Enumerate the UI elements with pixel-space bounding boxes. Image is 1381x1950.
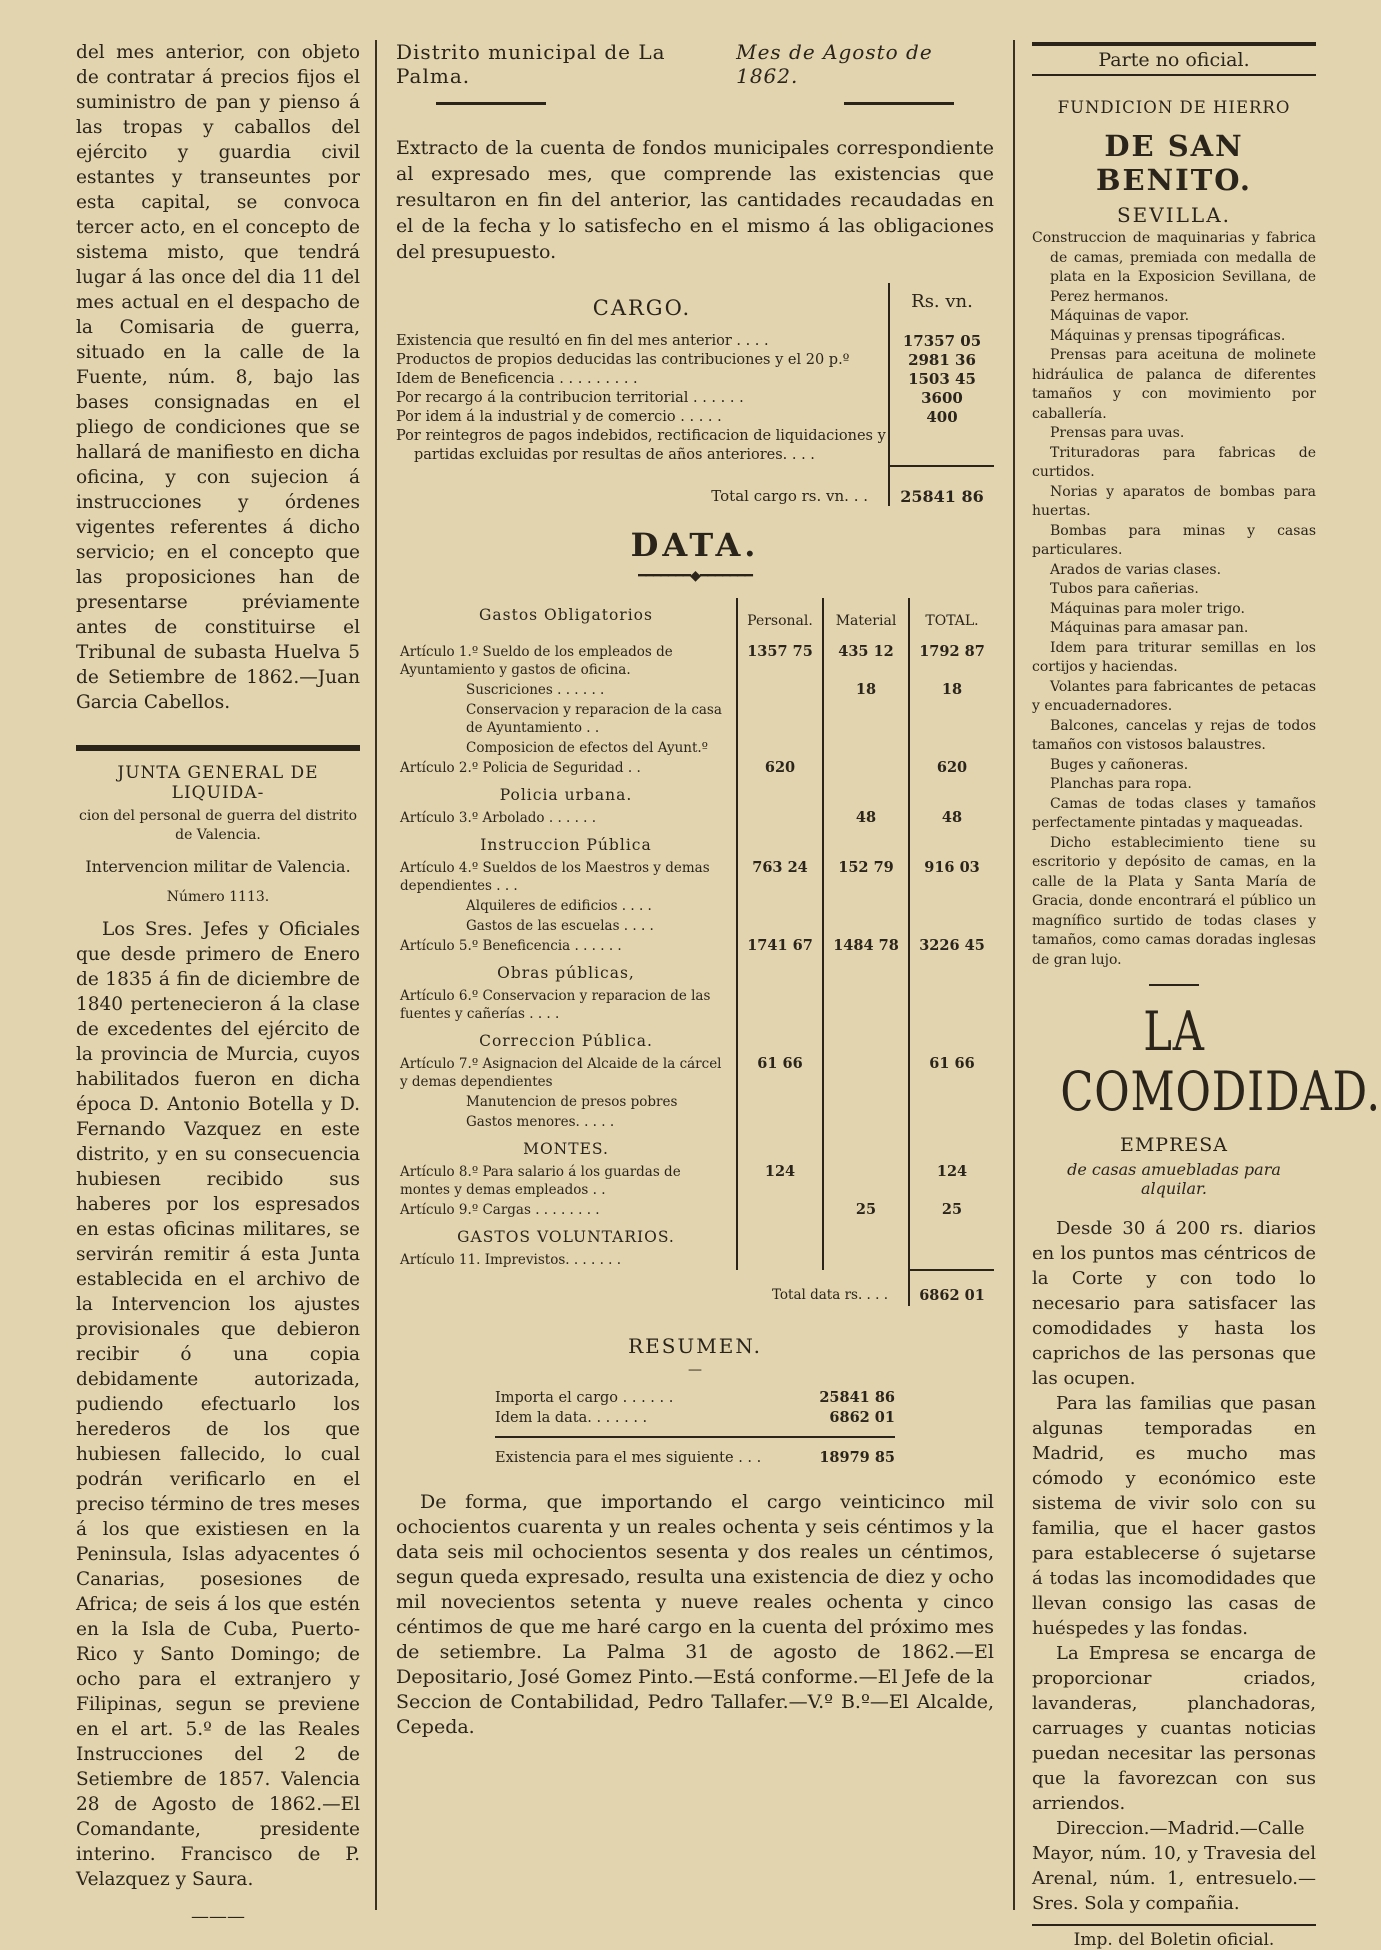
table-row: Artículo 5.º Beneficencia . . . . . . 1741 67 1484 78 3226 45 bbox=[396, 936, 994, 956]
paragraph: La Empresa se encarga de proporcionar criados, lavanderas, planchadoras, carruages y cuantas noticias puedan necesitar las personas que la favorezcan con sus arriendos. bbox=[1032, 1643, 1316, 1814]
section-row: Obras públicas, bbox=[396, 956, 994, 986]
table-row: Artículo 8.º Para salario á los guardas de montes y demas empleados . . 124 124 bbox=[396, 1162, 994, 1200]
section-row: MONTES. bbox=[396, 1132, 994, 1162]
sevilla-heading: SEVILLA. bbox=[1116, 203, 1231, 227]
section-row: Policia urbana. bbox=[396, 778, 994, 808]
table-row: Suscriciones . . . . . . 18 18 bbox=[396, 680, 994, 700]
header-ornament bbox=[436, 102, 954, 105]
paragraph: Para las familias que pasan algunas temporadas en Madrid, es mucho mas cómodo y económico este sistema de vivir solo con su familia, que el hacer gastos para establecerse ó sujetarse á todas las incomodidades que llevan consigo las casas de huéspedes y las fondas. bbox=[1032, 1393, 1316, 1639]
cargo-total-label: Total cargo rs. vn. . . bbox=[711, 487, 868, 505]
data-table bbox=[396, 598, 994, 1306]
empresa-heading: EMPRESA bbox=[1119, 1134, 1229, 1156]
list-item: Norias y aparatos de bombas para huertas. bbox=[1032, 483, 1316, 519]
month-label: Mes de Agosto de 1862. bbox=[736, 40, 933, 88]
closing-text: De forma, que importando el cargo veinticinco mil ochocientos cuarenta y un reales ochenta y seis céntimos y la data seis mil ochocientos sesenta y dos reales un céntimos, segun queda expresado, resulta una existencia de diez y ocho mil novecientos setenta y nueve reales ochenta y cinco céntimos de que me haré cargo en la cuenta del próximo mes de setiembre. La Palma 31 de agosto de 1862.—El Depositario, José Gomez Pinto.—Está conforme.—El Jefe de la Seccion de Contabilidad, Pedro Tallafer.—V.º B.º—El Alcalde, Cepeda. bbox=[396, 1491, 994, 1738]
data-title: DATA. bbox=[630, 526, 760, 564]
list-item: Máquinas de vapor. bbox=[1050, 308, 1190, 324]
comodidad-title: LA COMODIDAD. bbox=[1060, 1000, 1381, 1123]
table-row: Gastos de las escuelas . . . . bbox=[396, 916, 994, 936]
data-header-row: Gastos Obligatorios Personal. Material TOTAL. bbox=[396, 598, 994, 642]
cargo-row: Productos de propios deducidas las contribuciones y el 20 p.º 2981 36 bbox=[396, 351, 994, 370]
san-benito-heading: DE SAN BENITO. bbox=[1096, 129, 1252, 197]
resumen-title: RESUMEN. bbox=[628, 1334, 762, 1358]
data-ornament: ━━━━━━━◆━━━━━━━ bbox=[638, 568, 752, 584]
bottom-rule bbox=[1032, 1924, 1316, 1926]
section-row: GASTOS VOLUNTARIOS. bbox=[396, 1220, 994, 1250]
numero-label: Número 1113. bbox=[166, 889, 270, 905]
table-row: Gastos menores. . . . . bbox=[396, 1112, 994, 1132]
parte-no-oficial: Parte no oficial. bbox=[1032, 42, 1316, 76]
separator bbox=[1149, 984, 1199, 986]
resumen-row: Importa el cargo . . . . . . 25841 86 bbox=[495, 1389, 895, 1406]
junta-subtitle: cion del personal de guerra del distrito de Valencia. bbox=[78, 808, 358, 843]
extract-text: Extracto de la cuenta de fondos municipales correspondiente al expresado mes, que comprende las existencias que resultaron en fin del anterior, las cantidades recaudadas en el de la fecha y lo satisfecho en el mismo á las obligaciones del presupuesto. bbox=[396, 137, 994, 263]
list-item: Balcones, cancelas y rejas de todos tamaños con vistosos balaustres. bbox=[1032, 717, 1316, 753]
right-column bbox=[1032, 40, 1381, 1950]
intervencion-heading: Intervencion militar de Valencia. bbox=[85, 857, 351, 876]
table-row: Artículo 4.º Sueldos de los Maestros y demas dependientes . . . 763 24 152 79 916 03 bbox=[396, 858, 994, 896]
list-item: Máquinas para moler trigo. bbox=[1050, 600, 1245, 617]
list-item: Máquinas para amasar pan. bbox=[1050, 620, 1249, 636]
district-name: Distrito municipal de La Palma. bbox=[396, 40, 666, 88]
junta-notice-text: Los Sres. Jefes y Oficiales que desde primero de Enero de 1835 á fin de diciembre de 1840 pertenecieron á la clase de excedentes del ejército de la provincia de Murcia, cuyos habilitados fueron en dicha época D. Antonio Botella y D. Fernando Vazquez en este distrito, y en su consecuencia hubiesen recibido sus haberes por los espresados en estas oficinas militares, se servirán remitir á esta Junta establecida en el archivo de la Intervencion los ajustes provisionales que debieron recibir ó una copia debidamente autorizada, pudiendo efectuarlo los herederos de los que hubiesen fallecido, lo cual podrán verificarlo en el preciso término de tres meses á los que existiesen en la Peninsula, Islas adyacentes ó Canarias, posesiones de Africa; de seis á los que estén en la Isla de Cuba, Puerto-Rico y Santo Domingo; de ocho para el extranjero y Filipinas, segun se previene en el art. 5.º de las Reales Instrucciones del 2 de Setiembre de 1857. Valencia 28 de Agosto de 1862.—El Comandante, presidente interino. Francisco de P. Velazquez y Saura. bbox=[76, 919, 360, 1890]
list-item: Buges y cañoneras. bbox=[1050, 756, 1189, 773]
list-item: Idem para triturar semillas en los cortijos y haciendas. bbox=[1032, 639, 1316, 675]
middle-column: Distrito municipal de La Palma. Mes de Agosto de 1862. Extracto de la cuenta de fondos municipales correspondiente al expresado mes, que comprende las existencias que resultaron en fin del anterior, las cantidades recaudadas en el de la fecha y lo satisfecho en el mismo á las obligaciones del presupuesto. CARGO. Rs. vn. Existencia que resultó en fin del mes anterior . . . . 17357 05 Productos de propios deducidas las contribuciones y el 20 p.º 2981 36 Idem de Beneficencia . . . . . . . . . 1503 45 Por recargo á la contribucion territorial . . . . . . 3600 Por idem á la industrial y de comercio . . . . . 400 Por reintegros de pagos indebidos, rectificacion de liquidaciones y partidas excluidas por resultas de años anteriores. . . . Total cargo rs. vn. . . 25841 86 DATA. ━━━━━━━◆━━━━━━━ Gastos Obligatorios Personal. Material TOTAL. Artículo 1.º Sueldo de los empleados de Ayuntamiento y gastos de oficina. 1357 75 435 12 1792 87 Suscriciones . . . . . . 18 18 Conservacion y reparacion de la casa de Ayuntamiento . . Composicion de efectos del Ayunt.º Artículo 2.º Policia de Seguridad . . 620 620 Policia urbana. Artículo 3.º Arbolado . . . . . . 48 48 Instruccion Pública Artículo 4.º Sueldos de los Maestros y demas dependientes . . . 763 24 152 79 916 03 Alquileres de edificios . . . . Gastos de las escuelas . . . . Artículo 5.º Beneficencia . . . . . . 1741 67 1484 78 3226 45 Obras públicas, Artículo 6.º Conservacion y reparacion de las fuentes y cañerías . . . . Correccion Pública. Artículo 7.º Asignacion del Alcaide de la cárcel y demas dependientes 61 66 61 66 Manutencion de presos pobres Gastos menores. . . . . MONTES. Artículo 8.º Para salario á los guardas de montes y demas empleados . . 124 124 Artículo 9.º Cargas . . . . . . . . 25 25 GASTOS VOLUNTARIOS. Artículo 11. Imprevistos. . . . . . . Total data rs. . . . 6862 01 RESUMEN. — Importa el cargo . . . . . . 25841 86 Idem la data. . . . . . . 6862 01 Existencia para el mes siguiente . . . 18979 85 De forma, que importando el cargo veinticinco mil ochocientos cuarenta y un reales ochenta y seis céntimos y la data seis mil ochocientos sesenta y dos reales un céntimos, segun queda expresado, resulta una existencia de diez y ocho mil novecientos setenta y nueve reales ochenta y cinco céntimos de que me haré cargo en la cuenta del próximo mes de setiembre. La Palma 31 de agosto de 1862.—El Depositario, José Gomez Pinto.—Está conforme.—El Jefe de la Seccion de Contabilidad, Pedro Tallafer.—V.º B.º—El Alcalde, Cepeda. bbox=[396, 40, 994, 1738]
subasta-notice-text: del mes anterior, con objeto de contratar á precios fijos el suministro de pan y pienso á las tropas y caballos del ejército y guardia civil estantes y transeuntes por esta capital, se convoca tercer acto, en el concepto de sistema misto, que tendrá lugar á las once del dia 11 del mes actual en el despacho de la Comisaria de guerra, situado en la calle de la Fuente, núm. 8, bajo las bases consignadas en el pliego de condiciones que se hallará de manifiesto en dicha oficina, y con sujecion á instrucciones y órdenes vigentes referentes á dicho servicio; en el concepto que las proposiciones han de presentarse préviamente antes de constituirse el Tribunal de subasta Huelva 5 de Setiembre de 1862.—Juan Garcia Cabellos. bbox=[76, 42, 360, 713]
table-row: Artículo 2.º Policia de Seguridad . . 620 620 bbox=[396, 758, 994, 778]
imprenta-label: Imp. del Boletin oficial. bbox=[1073, 1930, 1275, 1950]
list-item: Arados de varias clases. bbox=[1050, 561, 1222, 578]
cargo-row: Por idem á la industrial y de comercio . . . . . 400 bbox=[396, 408, 994, 427]
cargo-total-value: 25841 86 bbox=[888, 465, 994, 506]
list-item: Prensas para aceituna de molinete hidráulica de palanca de diferentes tamaños y con movimiento por caballería. bbox=[1032, 347, 1316, 422]
list-item: Camas de todas clases y tamaños perfectamente pintadas y maqueadas. bbox=[1032, 795, 1316, 831]
cargo-row: Por reintegros de pagos indebidos, rectificacion de liquidaciones y partidas excluidas por resultas de años anteriores. . . . bbox=[396, 427, 994, 465]
table-row: Artículo 1.º Sueldo de los empleados de Ayuntamiento y gastos de oficina. 1357 75 435 12 1792 87 bbox=[396, 642, 994, 680]
empresa-subtitle: de casas amuebladas para alquilar. bbox=[1067, 1160, 1281, 1198]
comodidad-text bbox=[1032, 1216, 1316, 1916]
product-list bbox=[1032, 229, 1316, 970]
list-item: Máquinas y prensas tipográficas. bbox=[1050, 327, 1286, 344]
junta-title: JUNTA GENERAL DE LIQUIDA- bbox=[117, 763, 319, 803]
cargo-rows bbox=[396, 332, 994, 465]
end-dashes: ——— bbox=[191, 1906, 245, 1927]
fundicion-heading: FUNDICION DE HIERRO bbox=[1057, 98, 1291, 117]
table-row: Manutencion de presos pobres bbox=[396, 1092, 994, 1112]
section-rule bbox=[76, 745, 360, 751]
table-row: Artículo 7.º Asignacion del Alcaide de la cárcel y demas dependientes 61 66 61 66 bbox=[396, 1054, 994, 1092]
column-divider bbox=[1013, 40, 1015, 1910]
cargo-unit: Rs. vn. bbox=[888, 283, 994, 332]
resumen-row: Idem la data. . . . . . . 6862 01 bbox=[495, 1409, 895, 1426]
list-item: Volantes para fabricantes de petacas y encuadernadores. bbox=[1032, 678, 1316, 714]
gastos-obligatorios: Gastos Obligatorios bbox=[479, 606, 653, 624]
column-divider bbox=[375, 40, 377, 1910]
table-row: Artículo 9.º Cargas . . . . . . . . 25 25 bbox=[396, 1200, 994, 1220]
left-column bbox=[76, 40, 360, 1927]
cargo-row: Idem de Beneficencia . . . . . . . . . 1503 45 bbox=[396, 370, 994, 389]
table-row: Artículo 11. Imprevistos. . . . . . . bbox=[396, 1250, 994, 1270]
table-row: Conservacion y reparacion de la casa de Ayuntamiento . . bbox=[396, 700, 994, 738]
cargo-title: CARGO. bbox=[592, 295, 692, 320]
paragraph: Direccion.—Madrid.—Calle Mayor, núm. 10, y Travesia del Arenal, núm. 1, entresuelo.—Sres. Sola y compañia. bbox=[1032, 1818, 1316, 1914]
district-header bbox=[396, 40, 994, 94]
section-row: Instruccion Pública bbox=[396, 828, 994, 858]
table-row: Alquileres de edificios . . . . bbox=[396, 896, 994, 916]
resumen-block bbox=[495, 1388, 895, 1468]
section-row: Correccion Pública. bbox=[396, 1024, 994, 1054]
list-item: Dicho establecimiento tiene su escritorio y depósito de camas, en la calle de la Plata y Santa María de Gracia, donde encontrará el público un magnífico surtido de todas clases y tamaños, como camas doradas inglesas de gran lujo. bbox=[1032, 834, 1316, 968]
fundicion-intro: Construccion de maquinarias y fabrica de camas, premiada con medalla de plata en la Exposicion Sevillana, de Perez hermanos. bbox=[1032, 230, 1316, 305]
list-item: Bombas para minas y casas particulares. bbox=[1032, 522, 1316, 558]
data-total-row: Total data rs. . . . 6862 01 bbox=[396, 1270, 994, 1306]
cargo-row: Existencia que resultó en fin del mes anterior . . . . 17357 05 bbox=[396, 332, 994, 351]
paragraph: Desde 30 á 200 rs. diarios en los puntos mas céntricos de la Corte y con todo lo necesario para satisfacer las comodidades y hasta los caprichos de las personas que las ocupen. bbox=[1032, 1218, 1316, 1389]
table-row: Artículo 6.º Conservacion y reparacion de las fuentes y cañerías . . . . bbox=[396, 986, 994, 1024]
table-row: Composicion de efectos del Ayunt.º bbox=[396, 738, 994, 758]
cargo-total bbox=[396, 465, 994, 506]
resumen-row: Existencia para el mes siguiente . . . 18979 85 bbox=[495, 1436, 895, 1468]
list-item: Trituradoras para fabricas de curtidos. bbox=[1032, 444, 1316, 480]
list-item: Tubos para cañerias. bbox=[1050, 581, 1199, 597]
cargo-header bbox=[396, 283, 994, 332]
list-item: Planchas para ropa. bbox=[1050, 776, 1192, 792]
table-row: Artículo 3.º Arbolado . . . . . . 48 48 bbox=[396, 808, 994, 828]
cargo-row: Por recargo á la contribucion territorial . . . . . . 3600 bbox=[396, 389, 994, 408]
list-item: Prensas para uvas. bbox=[1050, 425, 1185, 441]
